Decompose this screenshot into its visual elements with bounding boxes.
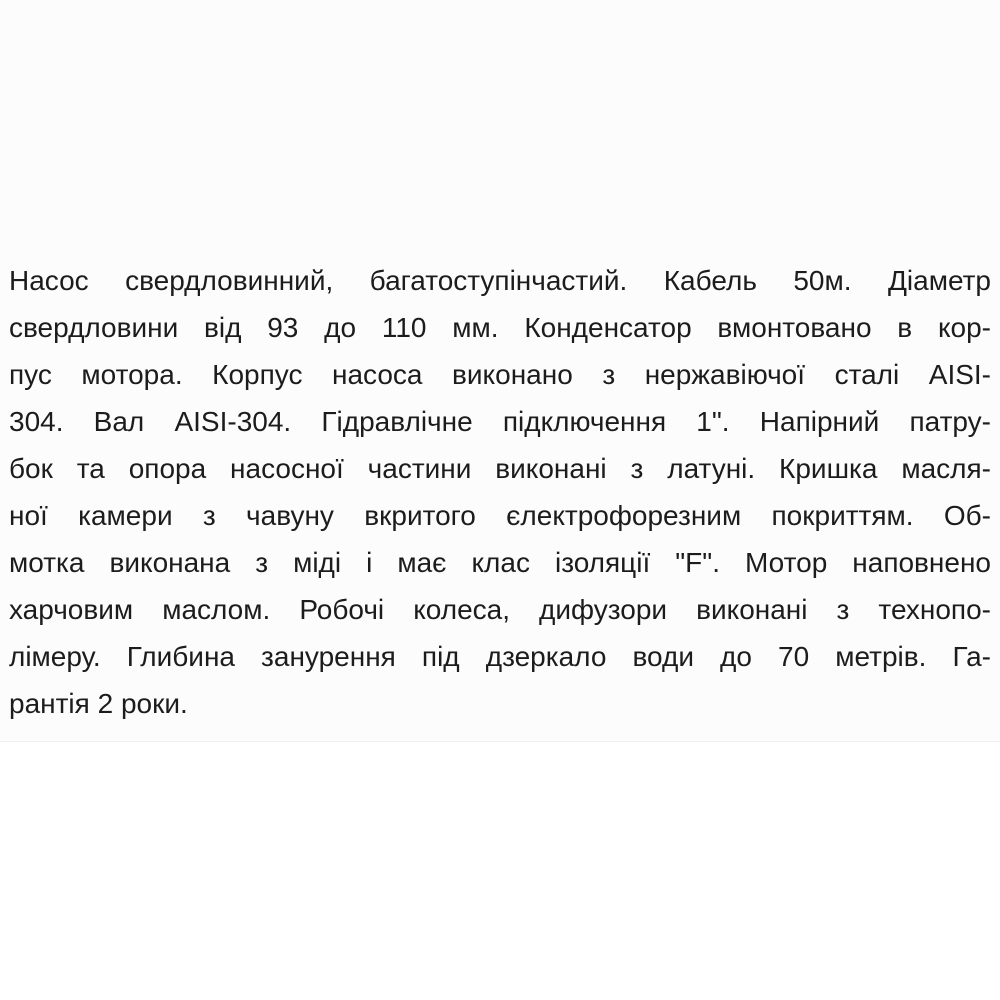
description-line: 304. Вал AISI-304. Гідравлічне підключення 1". Напірний патру- bbox=[9, 406, 991, 437]
description-line: пус мотора. Корпус насоса виконано з нержавіючої сталі AISI- bbox=[9, 359, 991, 390]
description-line: рантія 2 роки. bbox=[9, 688, 188, 719]
description-line: свердловини від 93 до 110 мм. Конденсатор вмонтовано в кор- bbox=[9, 312, 991, 343]
product-description bbox=[9, 257, 991, 727]
description-line: ної камери з чавуну вкритого єлектрофорезним покриттям. Об- bbox=[9, 500, 991, 531]
description-line: харчовим маслом. Робочі колеса, дифузори виконані з технопо- bbox=[9, 594, 991, 625]
description-line: Насос свердловинний, багатоступінчастий. Кабель 50м. Діаметр bbox=[9, 265, 991, 296]
description-line: лімеру. Глибина занурення під дзеркало води до 70 метрів. Га- bbox=[9, 641, 991, 672]
description-line: мотка виконана з міді і має клас ізоляції "F". Мотор наповнено bbox=[9, 547, 991, 578]
description-line: бок та опора насосної частини виконані з латуні. Кришка масля- bbox=[9, 453, 991, 484]
